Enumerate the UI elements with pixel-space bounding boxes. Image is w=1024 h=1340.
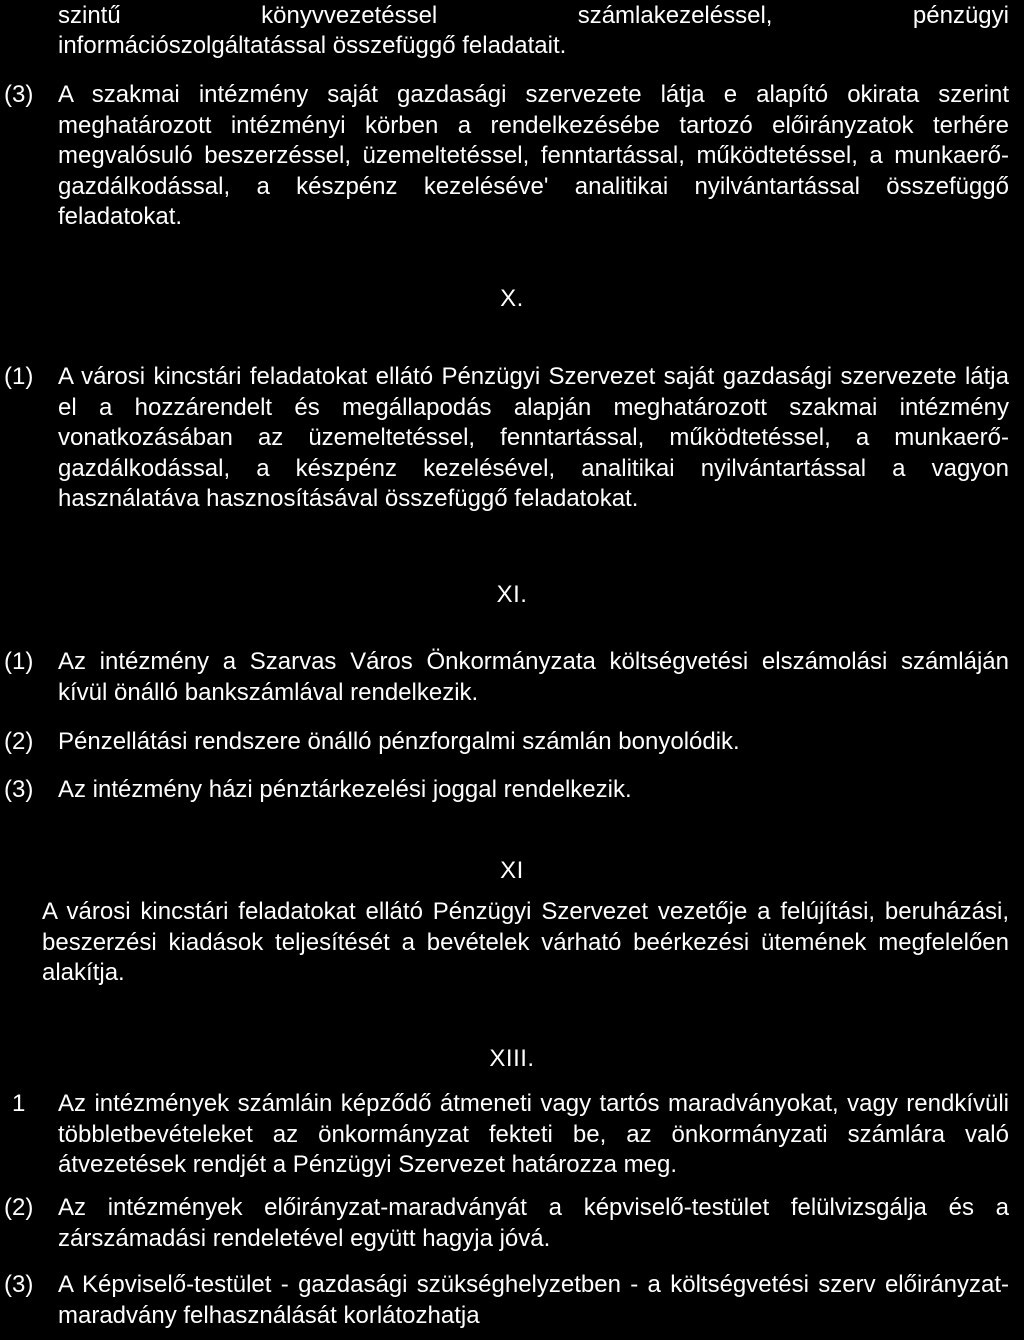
paragraph-text: A szakmai intézmény saját gazdasági szervezete látja e alapító okirata szerint meghatározott intézményi körben a rendelkezésébe tartozó előirányzatok terhére megvalósuló beszerzéssel, üzemeltetéssel, fenntartással, működtetéssel, a munkaerő-gazdálkodással, a készpénz kezeléséve' analitikai nyilvántartással összefüggő feladatokat.: [58, 81, 1009, 230]
intro-line-2: információszolgáltatással összefüggő feladatait.: [58, 32, 567, 59]
paragraph-number: (3): [4, 81, 34, 108]
section-heading-xii: XI: [500, 857, 524, 884]
intro-line-1: szintű könyvvezetéssel számlakezeléssel, pénzügyi: [58, 2, 1009, 29]
paragraph-text: A városi kincstári feladatokat ellátó Pénzügyi Szervezet saját gazdasági szervezete látja el a hozzárendelt és megállapodás alapján meghatározott szakmai intézmény vonatkozásában az üzemeltetéssel, fenntartással, működtetéssel, a munkaerő-gazdálkodással, a készpénz kezelésével, analitikai nyilvántartással a vagyon használatáva hasznosításával összefüggő feladatokat.: [58, 363, 1009, 512]
paragraph-text: A városi kincstári feladatokat ellátó Pénzügyi Szervezet vezetője a felújítási, beruházási, beszerzési kiadások teljesítését a bevételek várható beérkezési ütemének megfelelően alakítja.: [42, 898, 1009, 986]
paragraph-text: Az intézmény a Szarvas Város Önkormányzata költségvetési elszámolási számláján kívül önálló bankszámlával rendelkezik.: [58, 648, 1009, 706]
paragraph-text: A Képviselő-testület - gazdasági szükséghelyzetben - a költségvetési szerv előirányzat-maradvány felhasználását korlátozhatja: [58, 1271, 1009, 1329]
paragraph-number: (1): [4, 363, 34, 390]
paragraph-text: Az intézmények előirányzat-maradványát a képviselő-testület felülvizsgálja és a zárszámadási rendeletével együtt hagyja jóvá.: [58, 1194, 1009, 1252]
paragraph-number: (2): [4, 1194, 34, 1221]
section-heading-xiii: XIII.: [489, 1045, 535, 1072]
paragraph-number: (2): [4, 728, 34, 755]
paragraph-text: Az intézmény házi pénztárkezelési joggal rendelkezik.: [58, 776, 632, 803]
paragraph-number: (3): [4, 1271, 34, 1298]
section-heading-x: X.: [500, 285, 524, 312]
section-heading-xi: XI.: [496, 581, 528, 608]
paragraph-number: 1: [12, 1090, 26, 1117]
paragraph-text: Pénzellátási rendszere önálló pénzforgalmi számlán bonyolódik.: [58, 728, 740, 755]
paragraph-text: Az intézmények számláin képződő átmeneti vagy tartós maradványokat, vagy rendkívüli többletbevételeket az önkormányzat fekteti be, az önkormányzati számlára való átvezetések rendjét a Pénzügyi Szervezet határozza meg.: [58, 1090, 1009, 1178]
paragraph-number: (1): [4, 648, 34, 675]
paragraph-number: (3): [4, 776, 34, 803]
